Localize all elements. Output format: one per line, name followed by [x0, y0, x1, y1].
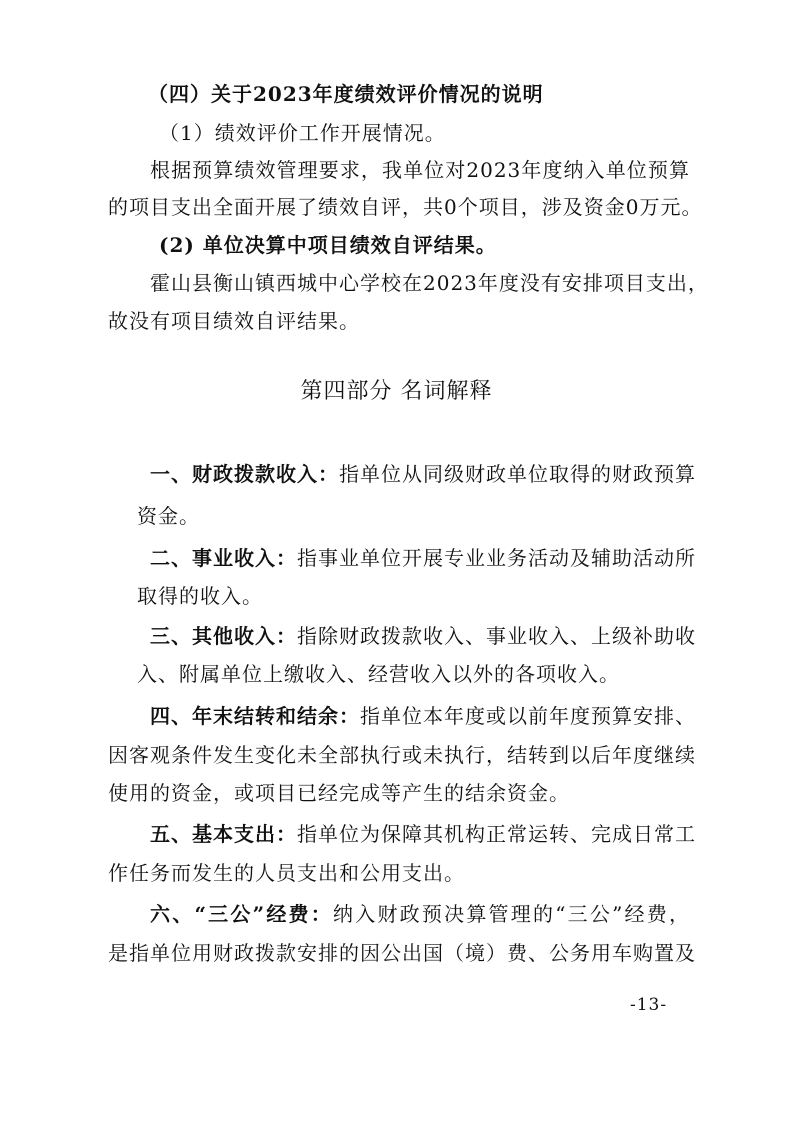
paragraph-line: 根据预算绩效管理要求，我单位对2023年度纳入单位预算 [150, 158, 690, 182]
term-label: 二、事业收入： [150, 546, 297, 570]
term-definition-line: 是指单位用财政拨款安排的因公出国（境）费、公务用车购置及 [108, 941, 696, 965]
term-text: 指事业单位开展专业业务活动及辅助活动所 [297, 546, 696, 570]
term-label: 一、财政拨款收入： [150, 462, 339, 486]
term-label: 六、“三公”经费： [150, 902, 333, 926]
term-text: 纳入财政预决算管理的“三公”经费， [333, 902, 690, 926]
term-definition-line [150, 703, 696, 729]
term-definition-line: 取得的收入。 [137, 584, 263, 608]
term-definition-line [150, 545, 696, 571]
part-heading: 第四部分 名词解释 [300, 379, 493, 404]
term-definition-line [150, 461, 696, 487]
term-label: 五、基本支出： [150, 822, 297, 846]
paragraph-line: 霍山县衡山镇西城中心学校在2023年度没有安排项目支出， [150, 271, 709, 295]
term-definition-line: 资金。 [137, 504, 200, 528]
term-definition-line: 入、附属单位上缴收入、经营收入以外的各项收入。 [137, 662, 620, 686]
term-text: 指单位本年度或以前年度预算安排、 [360, 704, 696, 728]
section-title: （四）关于2023年度绩效评价情况的说明 [148, 82, 544, 106]
term-text: 指单位为保障其机构正常运转、完成日常工 [297, 822, 696, 846]
paragraph-line: 故没有项目绩效自评结果。 [108, 309, 360, 333]
term-label: 三、其他收入： [150, 624, 297, 648]
subsection-1-title: （1）绩效评价工作开展情况。 [159, 121, 446, 145]
subsection-2-title: (2) 单位决算中项目绩效自评结果。 [159, 233, 497, 257]
term-definition-line: 使用的资金，或项目已经完成等产生的结余资金。 [108, 781, 570, 805]
term-label: 四、年末结转和结余： [150, 704, 360, 728]
term-text: 指除财政拨款收入、事业收入、上级补助收 [297, 624, 696, 648]
term-definition-line: 作任务而发生的人员支出和公用支出。 [108, 861, 465, 885]
term-text: 指单位从同级财政单位取得的财政预算 [339, 462, 696, 486]
term-definition-line [150, 821, 696, 847]
term-definition-line: 因客观条件发生变化未全部执行或未执行，结转到以后年度继续 [108, 743, 696, 767]
paragraph-line: 的项目支出全面开展了绩效自评，共0个项目，涉及资金0万元。 [108, 195, 703, 219]
page-number: -13- [630, 995, 668, 1015]
term-definition-line [150, 901, 690, 927]
term-definition-line [150, 623, 696, 649]
